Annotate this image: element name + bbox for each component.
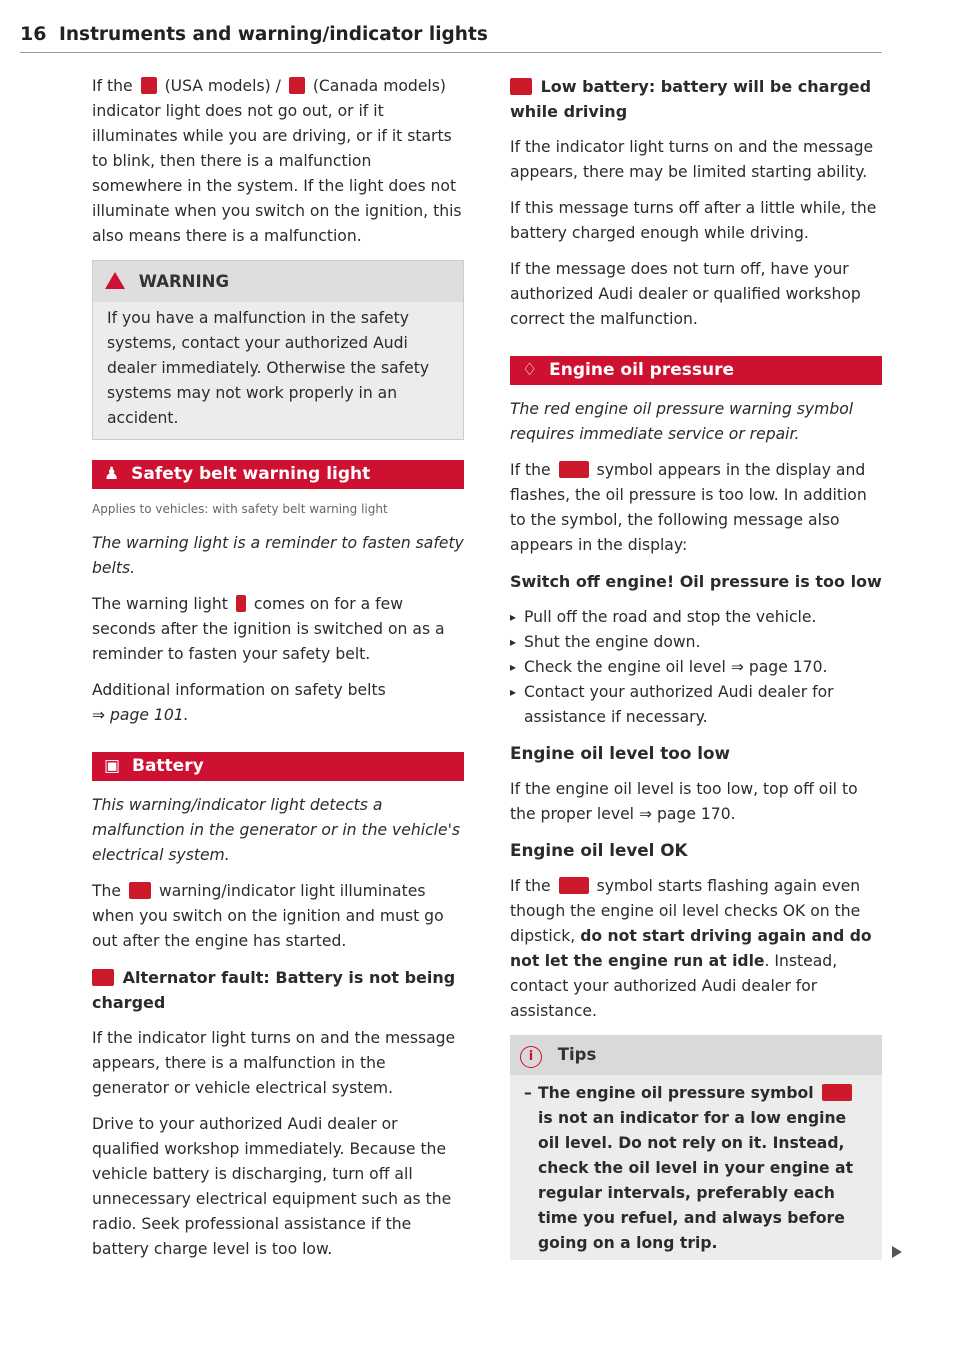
low-battery-paragraph-3: If the message does not turn off, have your authorized Audi dealer or qualified workshop correct the malfunction. bbox=[510, 260, 861, 328]
list-item: ▸ Shut the engine down. bbox=[510, 630, 882, 655]
list-item: ▸ Contact your authorized Audi dealer for assistance if necessary. bbox=[510, 680, 882, 730]
warning-triangle-icon bbox=[105, 272, 125, 289]
info-icon: i bbox=[520, 1046, 542, 1068]
intro-paragraph: If the (USA models) / (Canada models) indicator light does not go out, or if it illuminates while you are driving, or if it starts to blink, then there is a malfunction somewhere in the system. If the light does not illuminate when you switch on the ignition, this also means there is a malfunction. bbox=[92, 77, 462, 245]
oil-level-low-heading: Engine oil level too low bbox=[510, 743, 730, 763]
section-heading-battery: ▣ Battery bbox=[92, 752, 464, 781]
low-battery-paragraph-1: If the indicator light turns on and the message appears, there may be limited starting ability. bbox=[510, 138, 874, 181]
oil-pressure-indicator-icon bbox=[822, 1084, 852, 1101]
battery-indicator-icon bbox=[129, 882, 151, 899]
warning-box bbox=[92, 260, 464, 440]
safety-belt-lead: The warning light is a reminder to fasten safety belts. bbox=[92, 534, 464, 577]
alternator-paragraph-2: Drive to your authorized Audi dealer or qualified workshop immediately. Because the vehicle battery is discharging, turn off all unnecessary electrical equipment such as the radio. Seek professional assistance if the battery charge level is too low. bbox=[92, 1115, 452, 1258]
page-header bbox=[0, 22, 882, 56]
safety-belt-paragraph: The warning light comes on for a few seconds after the ignition is switched on as a reminder to fasten your safety belt. bbox=[92, 595, 445, 663]
alternator-fault-heading: Alternator fault: Battery is not being charged bbox=[92, 968, 456, 1012]
warning-title: WARNING bbox=[138, 272, 229, 291]
oil-pressure-indicator-icon bbox=[559, 461, 589, 478]
right-column bbox=[510, 74, 882, 1260]
oil-level-ok-heading: Engine oil level OK bbox=[510, 840, 688, 860]
oil-pressure-indicator-icon bbox=[559, 877, 589, 894]
oil-action-list bbox=[510, 605, 882, 730]
page-reference-link[interactable]: ⇒ page 101. bbox=[92, 706, 189, 724]
tip-item: – The engine oil pressure symbol is not an indicator for a low engine oil level. Do not rely on it. Instead, check the oil level in your engine at regular intervals, preferably each time you refuel, and always before going on a long trip. bbox=[524, 1084, 854, 1252]
list-item: ▸ Check the engine oil level ⇒ page 170. bbox=[510, 655, 882, 680]
tips-title: Tips bbox=[557, 1045, 597, 1064]
section-heading-safety-belt: ♟ Safety belt warning light bbox=[92, 460, 464, 489]
oil-paragraph: If the symbol appears in the display and flashes, the oil pressure is too low. In addition to the symbol, the following message also appears in the display: bbox=[510, 461, 867, 554]
oil-message: Switch off engine! Oil pressure is too low bbox=[510, 572, 882, 591]
header-rule bbox=[20, 52, 882, 53]
warning-body: If you have a malfunction in the safety systems, contact your authorized Audi dealer immediately. Otherwise the safety systems may not work properly in an accident. bbox=[93, 302, 463, 439]
oil-level-low-paragraph: If the engine oil level is too low, top off oil to the proper level ⇒ page 170. bbox=[510, 780, 858, 823]
section-heading-oil-pressure: ♢ Engine oil pressure bbox=[510, 356, 882, 385]
alternator-paragraph-1: If the indicator light turns on and the message appears, there is a malfunction in the generator or vehicle electrical system. bbox=[92, 1029, 456, 1097]
continue-arrow-icon bbox=[892, 1246, 902, 1258]
tips-body bbox=[510, 1075, 882, 1260]
airbag-usa-indicator-icon bbox=[141, 77, 157, 94]
airbag-canada-indicator-icon bbox=[289, 77, 305, 94]
oil-lead: The red engine oil pressure warning symbol requires immediate service or repair. bbox=[510, 400, 854, 443]
oil-can-icon: ♢ bbox=[522, 360, 538, 380]
battery-icon: ▣ bbox=[104, 756, 121, 776]
battery-lead: This warning/indicator light detects a malfunction in the generator or in the vehicle's electrical system. bbox=[92, 796, 460, 864]
warning-header bbox=[93, 261, 463, 302]
tips-box bbox=[510, 1035, 882, 1260]
low-battery-paragraph-2: If this message turns off after a little while, the battery charged enough while driving. bbox=[510, 199, 877, 242]
battery-indicator-icon bbox=[510, 78, 532, 95]
battery-indicator-icon bbox=[92, 969, 114, 986]
battery-paragraph: The warning/indicator light illuminates when you switch on the ignition and must go out after the engine has started. bbox=[92, 882, 444, 950]
safety-belt-indicator-icon bbox=[236, 595, 246, 612]
applies-to-note: Applies to vehicles: with safety belt warning light bbox=[92, 502, 388, 516]
list-item: ▸ Pull off the road and stop the vehicle. bbox=[510, 605, 882, 630]
oil-level-ok-paragraph: If the symbol starts flashing again even though the engine oil level checks OK on the dipstick, do not start driving again and do not let the engine run at idle. Instead, contact your authorized Audi dealer for assistance. bbox=[510, 877, 872, 1020]
running-title: Instruments and warning/indicator lights bbox=[59, 24, 488, 45]
page-number: 16 bbox=[20, 23, 47, 45]
left-column bbox=[92, 74, 464, 1273]
safety-belt-icon: ♟ bbox=[104, 464, 120, 484]
low-battery-heading: Low battery: battery will be charged while driving bbox=[510, 77, 872, 121]
safety-belt-more-info: Additional information on safety belts ⇒ page 101. bbox=[92, 681, 386, 724]
tips-header bbox=[510, 1035, 882, 1075]
